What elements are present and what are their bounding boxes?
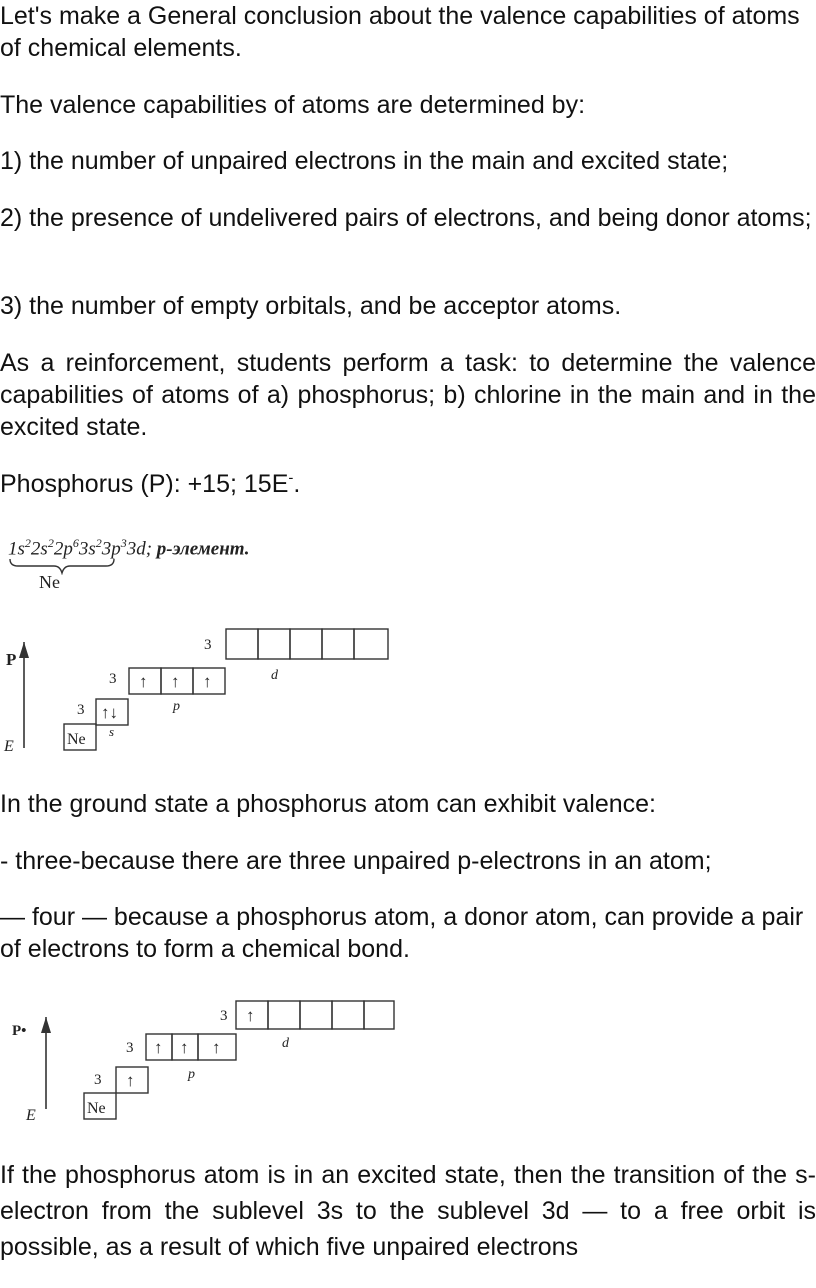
p-electron-1: ↑ <box>139 672 148 691</box>
d-orbital-cell-3 <box>290 629 322 659</box>
p-electron-2: ↑ <box>180 1038 189 1057</box>
core-label: Ne <box>39 572 60 592</box>
energy-label: E <box>4 738 14 755</box>
core-box-label: Ne <box>67 731 86 748</box>
level-3d: 3 <box>220 1008 228 1024</box>
s-orbital-electron: ↑ <box>126 1071 135 1090</box>
ground-state-intro: In the ground state a phosphorus atom can exhibit valence: <box>0 790 656 818</box>
list-item-2: 2) the presence of undelivered pairs of electrons, and being donor atoms; <box>0 204 812 232</box>
d-electron-1: ↑ <box>246 1006 255 1025</box>
core-brace <box>8 557 118 575</box>
d-orbital-cell-2 <box>258 629 290 659</box>
p-electron-1: ↑ <box>154 1038 163 1057</box>
valence-three: - three-because there are three unpaired p-electrons in an atom; <box>0 847 712 875</box>
d-orbital-cell-3 <box>300 1001 332 1029</box>
p-sublevel-label: p <box>173 699 180 714</box>
valence-four: — four — because a phosphorus atom, a donor atom, can provide a pair of electrons to form a chemical bond. <box>0 903 804 963</box>
d-orbital-cell-5 <box>354 629 388 659</box>
d-orbital-cell-5 <box>364 1001 394 1029</box>
orbital-diagram-excited <box>0 995 816 1130</box>
reinforcement-paragraph: As a reinforcement, students perform a task: to determine the valence capabilities of atoms of a) phosphorus; b) chlorine in the main and in the excited state. <box>0 349 816 441</box>
determined-by-text: The valence capabilities of atoms are determined by: <box>0 91 586 119</box>
d-orbital-cell-1 <box>226 629 258 659</box>
level-3d: 3 <box>204 637 212 653</box>
energy-label: E <box>26 1107 36 1124</box>
level-3s: 3 <box>94 1072 102 1088</box>
orbital-diagram-ground <box>0 620 816 760</box>
s-orbital-electrons: ↑↓ <box>101 703 118 722</box>
list-item-3: 3) the number of empty orbitals, and be acceptor atoms. <box>0 292 622 320</box>
d-orbital-cell-4 <box>332 1001 364 1029</box>
intro-paragraph: Let's make a General conclusion about the valence capabilities of atoms of chemical elements. <box>0 2 800 62</box>
level-3p: 3 <box>109 671 117 687</box>
s-sublevel-label: s <box>109 724 115 739</box>
level-3s: 3 <box>77 702 85 718</box>
d-sublevel-label: d <box>282 1036 289 1051</box>
d-orbital-cell-2 <box>268 1001 300 1029</box>
p-electron-2: ↑ <box>171 672 180 691</box>
p-electron-3: ↑ <box>212 1038 221 1057</box>
level-3p: 3 <box>126 1040 134 1056</box>
p-electron-3: ↑ <box>203 672 212 691</box>
list-item-1: 1) the number of unpaired electrons in the main and excited state; <box>0 147 729 175</box>
core-box-label: Ne <box>87 1100 106 1117</box>
excited-state-paragraph: If the phosphorus atom is in an excited state, then the transition of the s-electron from the sublevel 3s to the sublevel 3d — to a free orbit is possible, as a result of which five unpaired electrons <box>0 1161 816 1261</box>
phosphorus-heading: Phosphorus (P): +15; 15E-. <box>0 469 301 498</box>
p-sublevel-label: p <box>188 1067 195 1082</box>
electron-formula: $1s^22s^22p^63s^23p^33d$; p-элемент. <box>8 536 250 560</box>
axis-label: P• <box>12 1023 27 1039</box>
axis-label: P <box>6 650 17 669</box>
d-orbital-cell-4 <box>322 629 354 659</box>
d-sublevel-label: d <box>271 668 278 683</box>
